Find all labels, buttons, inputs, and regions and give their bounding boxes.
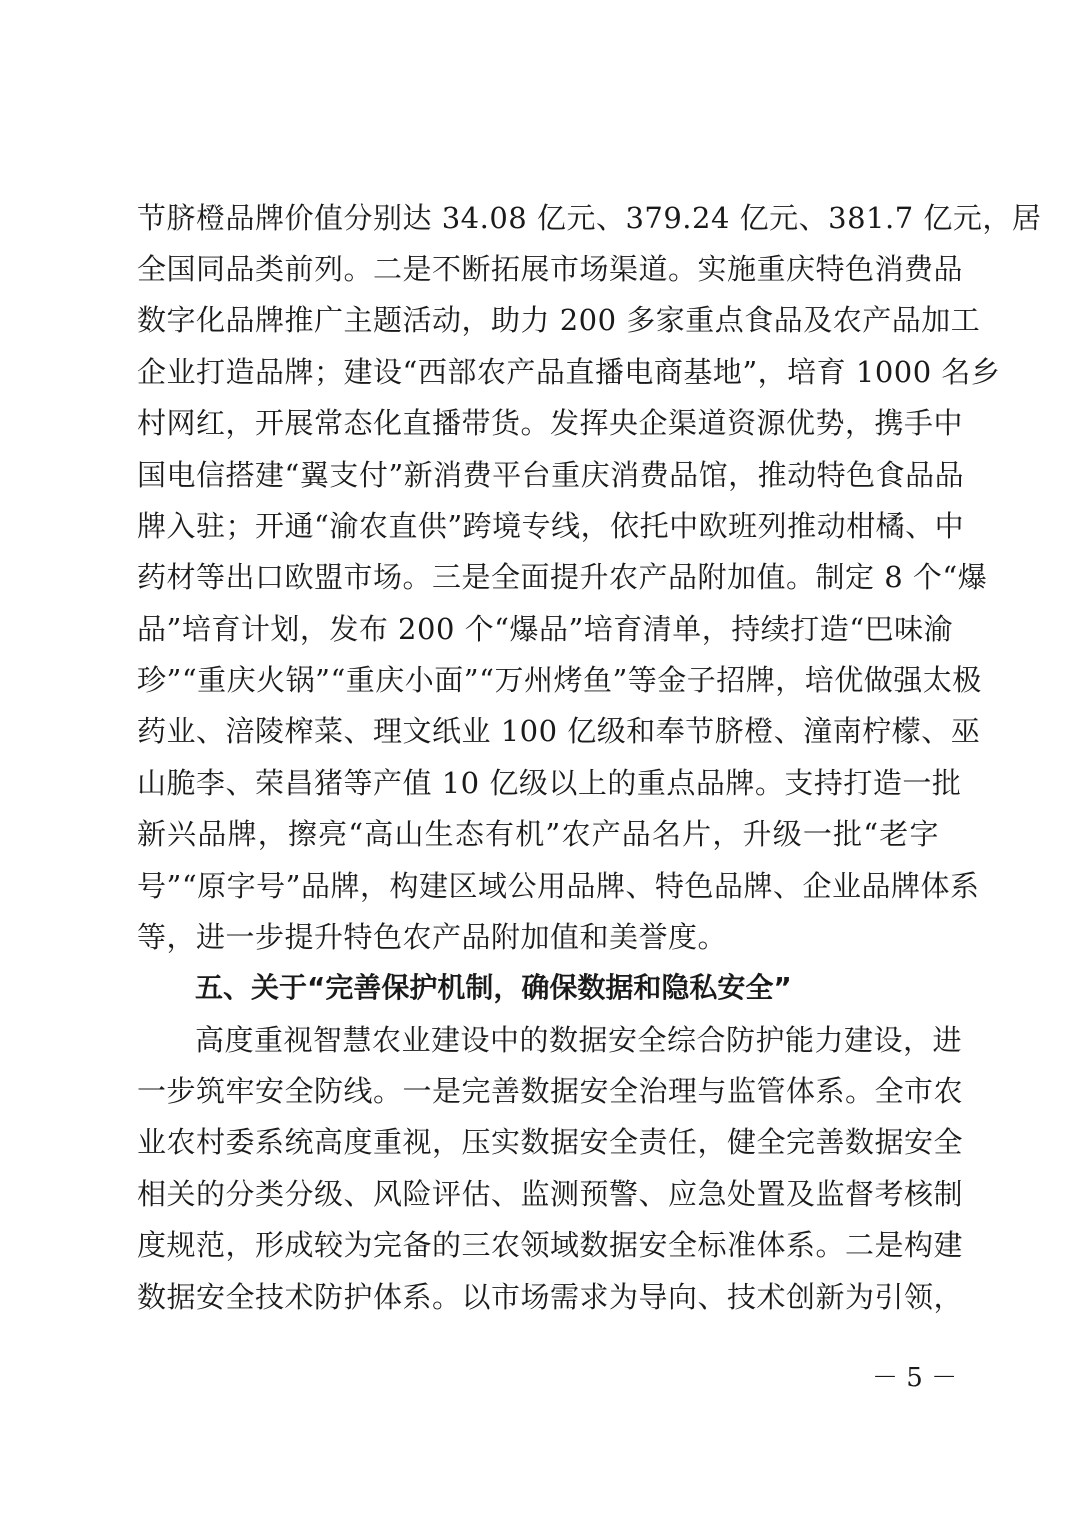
text-line: 新兴品牌，擦亮“高山生态有机”农产品名片，升级一批“老字 (137, 817, 939, 851)
text-line: 数字化品牌推广主题活动，助力 200 多家重点食品及农产品加工 (137, 303, 981, 337)
text-line: 企业打造品牌；建设“西部农产品直播电商基地”，培育 1000 名乡 (137, 355, 1001, 389)
text-line: 牌入驻；开通“渝农直供”跨境专线，依托中欧班列推动柑橘、中 (137, 509, 965, 543)
text-line: 品”培育计划，发布 200 个“爆品”培育清单，持续打造“巴味渝 (137, 612, 954, 646)
text-line: 号”“原字号”品牌，构建区域公用品牌、特色品牌、企业品牌体系 (137, 869, 980, 903)
section-heading: 五、关于“完善保护机制，确保数据和隐私安全” (195, 971, 792, 1004)
text-line: 节脐橙品牌价值分别达 34.08 亿元、379.24 亿元、381.7 亿元，居 (137, 201, 1042, 235)
text-line: 药材等出口欧盟市场。三是全面提升农产品附加值。制定 8 个“爆 (137, 560, 988, 594)
text-line: 珍”“重庆火锅”“重庆小面”“万州烤鱼”等金子招牌，培优做强太极 (137, 663, 982, 697)
text-line: 山脆李、荣昌猪等产值 10 亿级以上的重点品牌。支持打造一批 (137, 766, 962, 800)
text-line: 全国同品类前列。二是不断拓展市场渠道。实施重庆特色消费品 (137, 252, 964, 286)
text-line: 药业、涪陵榨菜、理文纸业 100 亿级和奉节脐橙、潼南柠檬、巫 (137, 714, 981, 748)
text-line: 等，进一步提升特色农产品附加值和美誉度。 (137, 920, 728, 954)
text-line: 业农村委系统高度重视，压实数据安全责任，健全完善数据安全 (137, 1125, 964, 1159)
text-line: 一步筑牢安全防线。一是完善数据安全治理与监管体系。全市农 (137, 1074, 964, 1108)
text-line: 高度重视智慧农业建设中的数据安全综合防护能力建设，进 (195, 1023, 963, 1057)
text-line: 数据安全技术防护体系。以市场需求为导向、技术创新为引领， (137, 1280, 964, 1314)
page-number: － 5 － (872, 1363, 958, 1393)
text-line: 村网红，开展常态化直播带货。发挥央企渠道资源优势，携手中 (137, 406, 964, 440)
text-line: 相关的分类分级、风险评估、监测预警、应急处置及监督考核制 (137, 1177, 964, 1211)
text-line: 国电信搭建“翼支付”新消费平台重庆消费品馆，推动特色食品品 (137, 458, 965, 492)
text-line: 度规范，形成较为完备的三农领域数据安全标准体系。二是构建 (137, 1228, 964, 1262)
